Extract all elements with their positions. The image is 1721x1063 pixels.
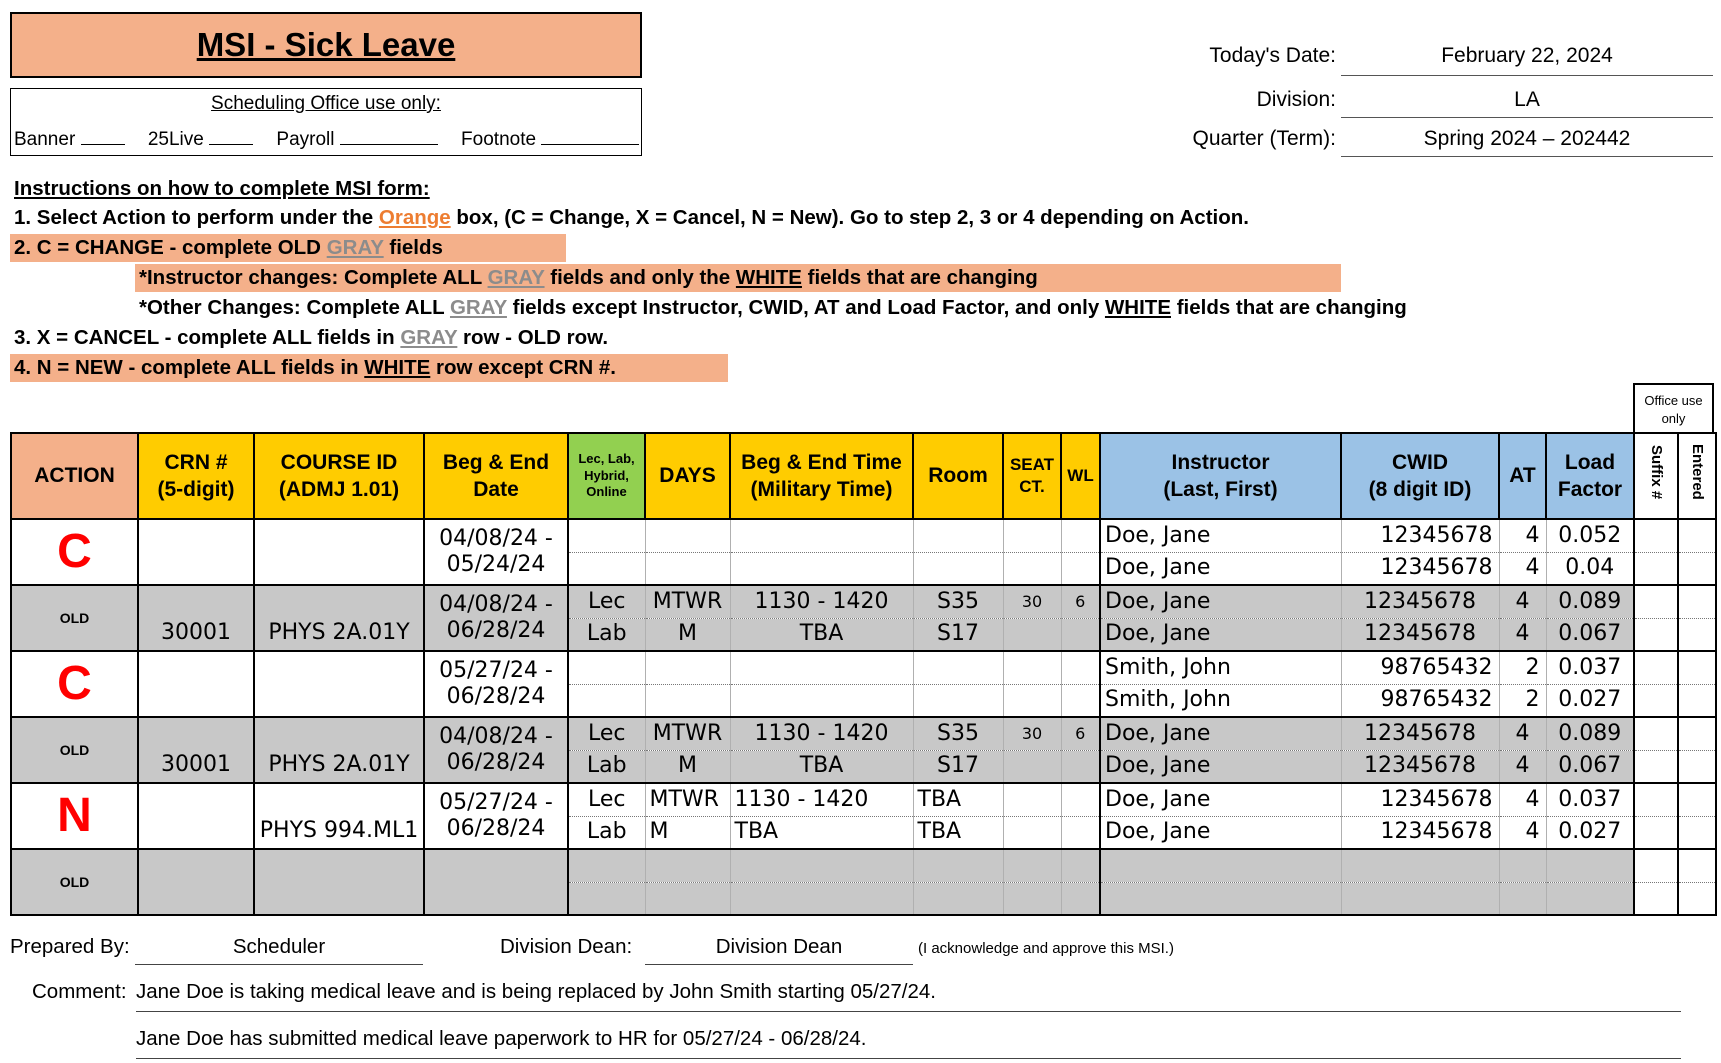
footnote-label: Footnote bbox=[461, 129, 537, 150]
wl-cell[interactable]: 6 bbox=[1061, 717, 1100, 750]
action-code[interactable]: C bbox=[11, 651, 138, 717]
load-factor-cell[interactable]: 0.052 bbox=[1546, 519, 1634, 552]
instructor-cell[interactable] bbox=[1100, 849, 1341, 882]
instruction-3-gray-word: GRAY bbox=[400, 326, 458, 349]
instruction-3-text-b: row - OLD row. bbox=[457, 326, 609, 349]
payroll-field[interactable] bbox=[340, 129, 438, 145]
instruction-2a-gray-word: GRAY bbox=[487, 266, 545, 289]
at-cell[interactable]: 4 bbox=[1499, 519, 1546, 552]
col-suffix: Suffix # bbox=[1634, 433, 1678, 519]
wl-cell[interactable] bbox=[1061, 519, 1100, 552]
instruction-2b-text-a: *Other Changes: Complete ALL bbox=[139, 296, 450, 319]
wl-cell[interactable] bbox=[1061, 882, 1100, 915]
lec-lab-cell[interactable] bbox=[568, 882, 645, 915]
entered-cell[interactable] bbox=[1678, 816, 1716, 849]
instruction-4 bbox=[10, 354, 728, 382]
entered-cell[interactable] bbox=[1678, 618, 1716, 651]
load-factor-cell[interactable]: 0.067 bbox=[1546, 618, 1634, 651]
instructor-cell[interactable]: Smith, John bbox=[1100, 651, 1341, 684]
room-cell[interactable] bbox=[913, 519, 1003, 552]
25live-label: 25Live bbox=[147, 129, 204, 150]
room-cell[interactable]: S35 bbox=[913, 717, 1003, 750]
col-course-id: COURSE ID (ADMJ 1.01) bbox=[254, 433, 424, 519]
crn-cell[interactable]: 30001 bbox=[138, 717, 254, 783]
end-date: 06/28/24 bbox=[446, 618, 546, 643]
col-at: AT bbox=[1499, 433, 1546, 519]
col-action: ACTION bbox=[11, 433, 138, 519]
cwid-cell[interactable]: 98765432 bbox=[1341, 651, 1499, 684]
col-cwid: CWID (8 digit ID) bbox=[1341, 433, 1499, 519]
beg-date: 05/27/24 - bbox=[439, 789, 553, 815]
seat-ct-cell[interactable] bbox=[1003, 783, 1061, 816]
cwid-cell[interactable]: 12345678 bbox=[1341, 519, 1499, 552]
instruction-2a bbox=[135, 264, 1341, 292]
action-code[interactable]: N bbox=[11, 783, 138, 849]
wl-cell[interactable] bbox=[1061, 618, 1100, 651]
wl-cell[interactable] bbox=[1061, 684, 1100, 717]
scheduling-office-fields bbox=[14, 129, 639, 151]
entered-cell[interactable] bbox=[1678, 783, 1716, 816]
time-cell[interactable] bbox=[730, 519, 913, 552]
instruction-2b-gray-word: GRAY bbox=[449, 296, 507, 319]
days-cell[interactable]: M bbox=[645, 618, 730, 651]
instructor-cell[interactable]: Doe, Jane bbox=[1100, 750, 1341, 783]
division-label: Division: bbox=[1256, 88, 1336, 111]
entered-cell[interactable] bbox=[1678, 684, 1716, 717]
instructions-heading: Instructions on how to complete MSI form: bbox=[14, 177, 430, 200]
instructor-cell[interactable]: Doe, Jane bbox=[1100, 717, 1341, 750]
wl-cell[interactable] bbox=[1061, 816, 1100, 849]
load-factor-cell[interactable]: 0.089 bbox=[1546, 585, 1634, 618]
days-cell[interactable] bbox=[645, 882, 730, 915]
division-field[interactable]: LA bbox=[1341, 88, 1713, 118]
time-cell[interactable]: 1130 - 1420 bbox=[730, 717, 913, 750]
seat-ct-cell[interactable] bbox=[1003, 684, 1061, 717]
course-id-cell[interactable] bbox=[254, 849, 424, 915]
entered-cell[interactable] bbox=[1678, 651, 1716, 684]
entered-cell[interactable] bbox=[1678, 882, 1716, 915]
crn-cell[interactable] bbox=[138, 849, 254, 915]
days-cell[interactable]: MTWR bbox=[645, 585, 730, 618]
instruction-4-text-b: row except CRN #. bbox=[430, 356, 617, 379]
instruction-1-text-b: box, (C = Change, X = Cancel, N = New). Go to step 2, 3 or 4 depending on Action. bbox=[450, 206, 1249, 229]
instructor-cell[interactable] bbox=[1100, 882, 1341, 915]
suffix-cell[interactable] bbox=[1634, 552, 1678, 585]
seat-ct-cell[interactable] bbox=[1003, 651, 1061, 684]
seat-ct-cell[interactable] bbox=[1003, 816, 1061, 849]
seat-ct-cell[interactable] bbox=[1003, 519, 1061, 552]
wl-cell[interactable] bbox=[1061, 750, 1100, 783]
lec-lab-cell[interactable]: Lec bbox=[568, 717, 645, 750]
entered-cell[interactable] bbox=[1678, 717, 1716, 750]
payroll-label: Payroll bbox=[276, 129, 335, 150]
col-entered: Entered bbox=[1678, 433, 1716, 519]
instruction-1-text-a: 1. Select Action to perform under the bbox=[14, 206, 379, 229]
at-cell[interactable]: 4 bbox=[1499, 618, 1546, 651]
lec-lab-cell[interactable]: Lec bbox=[568, 585, 645, 618]
cwid-cell[interactable]: 12345678 bbox=[1341, 717, 1499, 750]
crn-cell[interactable] bbox=[138, 519, 254, 585]
room-cell[interactable]: S35 bbox=[913, 585, 1003, 618]
instruction-2-text-a: 2. C = CHANGE - complete OLD bbox=[14, 236, 327, 259]
room-cell[interactable] bbox=[913, 552, 1003, 585]
todays-date-label: Today's Date: bbox=[1209, 44, 1336, 67]
days-cell[interactable] bbox=[645, 519, 730, 552]
time-cell[interactable] bbox=[730, 849, 913, 882]
lec-lab-cell[interactable]: Lec bbox=[568, 783, 645, 816]
col-wl: WL bbox=[1061, 433, 1100, 519]
instructor-cell[interactable]: Doe, Jane bbox=[1100, 816, 1341, 849]
col-time: Beg & End Time (Military Time) bbox=[730, 433, 913, 519]
suffix-cell[interactable] bbox=[1634, 684, 1678, 717]
end-date: 06/28/24 bbox=[446, 750, 546, 775]
instructor-cell[interactable]: Doe, Jane bbox=[1100, 783, 1341, 816]
lec-lab-cell[interactable] bbox=[568, 849, 645, 882]
comment-line-2[interactable]: Jane Doe has submitted medical leave paperwork to HR for 05/27/24 - 06/28/24. bbox=[136, 1027, 1681, 1059]
room-cell[interactable]: S17 bbox=[913, 618, 1003, 651]
date-cell[interactable] bbox=[424, 519, 568, 585]
old-row-label[interactable]: OLD bbox=[11, 717, 138, 783]
instruction-2b-text-c: fields that are changing bbox=[1171, 296, 1407, 319]
wl-cell[interactable] bbox=[1061, 783, 1100, 816]
cwid-cell[interactable] bbox=[1341, 849, 1499, 882]
days-cell[interactable]: M bbox=[645, 816, 730, 849]
lec-lab-cell[interactable]: Lab bbox=[568, 618, 645, 651]
seat-ct-cell[interactable] bbox=[1003, 882, 1061, 915]
load-factor-cell[interactable]: 0.037 bbox=[1546, 783, 1634, 816]
instructor-cell[interactable]: Doe, Jane bbox=[1100, 519, 1341, 552]
time-cell[interactable]: TBA bbox=[730, 750, 913, 783]
division-dean-label: Division Dean: bbox=[500, 935, 633, 958]
scheduling-office-box bbox=[10, 88, 642, 156]
load-factor-cell[interactable]: 0.067 bbox=[1546, 750, 1634, 783]
instruction-4-text-a: 4. N = NEW - complete ALL fields in bbox=[14, 356, 365, 379]
instructor-cell[interactable]: Doe, Jane bbox=[1100, 585, 1341, 618]
cwid-cell[interactable]: 12345678 bbox=[1341, 618, 1499, 651]
table-row bbox=[11, 783, 1716, 816]
col-crn: CRN # (5-digit) bbox=[138, 433, 254, 519]
load-factor-cell[interactable]: 0.089 bbox=[1546, 717, 1634, 750]
entered-cell[interactable] bbox=[1678, 750, 1716, 783]
time-cell[interactable] bbox=[730, 882, 913, 915]
cwid-cell[interactable]: 12345678 bbox=[1341, 816, 1499, 849]
instructor-cell[interactable]: Doe, Jane bbox=[1100, 552, 1341, 585]
seat-ct-cell[interactable]: 30 bbox=[1003, 717, 1061, 750]
time-cell[interactable]: 1130 - 1420 bbox=[730, 783, 913, 816]
at-cell[interactable]: 4 bbox=[1499, 750, 1546, 783]
instructor-cell[interactable]: Smith, John bbox=[1100, 684, 1341, 717]
load-factor-cell[interactable] bbox=[1546, 849, 1634, 882]
form-title: MSI - Sick Leave bbox=[196, 26, 456, 63]
suffix-cell[interactable] bbox=[1634, 519, 1678, 552]
room-cell[interactable] bbox=[913, 882, 1003, 915]
col-load-factor: Load Factor bbox=[1546, 433, 1634, 519]
instruction-3 bbox=[14, 324, 608, 352]
todays-date-field[interactable]: February 22, 2024 bbox=[1341, 44, 1713, 76]
office-use-only-label: Office use only bbox=[1633, 383, 1714, 433]
cwid-cell[interactable]: 98765432 bbox=[1341, 684, 1499, 717]
quarter-label: Quarter (Term): bbox=[1192, 127, 1336, 150]
at-cell[interactable]: 4 bbox=[1499, 717, 1546, 750]
instruction-2b-text-b: fields except Instructor, CWID, AT and Load Factor, and only bbox=[506, 296, 1105, 319]
at-cell[interactable]: 4 bbox=[1499, 783, 1546, 816]
date-cell[interactable] bbox=[424, 783, 568, 849]
instruction-2b bbox=[139, 294, 1407, 322]
prepared-by-label: Prepared By: bbox=[10, 935, 130, 958]
room-cell[interactable] bbox=[913, 651, 1003, 684]
suffix-cell[interactable] bbox=[1634, 717, 1678, 750]
room-cell[interactable]: S17 bbox=[913, 750, 1003, 783]
cwid-cell[interactable]: 12345678 bbox=[1341, 750, 1499, 783]
instruction-2a-text-c: fields that are changing bbox=[801, 266, 1038, 289]
time-cell[interactable]: TBA bbox=[730, 816, 913, 849]
instruction-1 bbox=[14, 204, 1249, 232]
suffix-cell[interactable] bbox=[1634, 585, 1678, 618]
entered-cell[interactable] bbox=[1678, 849, 1716, 882]
date-cell[interactable] bbox=[424, 585, 568, 651]
col-lec-lab: Lec, Lab, Hybrid, Online bbox=[568, 433, 645, 519]
load-factor-cell[interactable] bbox=[1546, 882, 1634, 915]
beg-date: 04/08/24 - bbox=[439, 525, 553, 551]
days-cell[interactable] bbox=[645, 552, 730, 585]
days-cell[interactable] bbox=[645, 684, 730, 717]
time-cell[interactable]: 1130 - 1420 bbox=[730, 585, 913, 618]
date-cell[interactable] bbox=[424, 651, 568, 717]
lec-lab-cell[interactable] bbox=[568, 552, 645, 585]
table-row bbox=[11, 651, 1716, 684]
table-row bbox=[11, 849, 1716, 882]
wl-cell[interactable] bbox=[1061, 651, 1100, 684]
time-cell[interactable]: TBA bbox=[730, 618, 913, 651]
old-row-label[interactable]: OLD bbox=[11, 585, 138, 651]
at-cell[interactable]: 4 bbox=[1499, 816, 1546, 849]
instruction-1-orange-word: Orange bbox=[378, 206, 451, 229]
at-cell[interactable] bbox=[1499, 849, 1546, 882]
table-row bbox=[11, 717, 1716, 750]
days-cell[interactable] bbox=[645, 849, 730, 882]
25live-field[interactable] bbox=[209, 129, 253, 145]
instruction-2-text-b: fields bbox=[383, 236, 443, 259]
entered-cell[interactable] bbox=[1678, 585, 1716, 618]
beg-date: 04/08/24 - bbox=[439, 723, 553, 749]
room-cell[interactable] bbox=[913, 849, 1003, 882]
days-cell[interactable]: MTWR bbox=[645, 783, 730, 816]
crn-cell[interactable] bbox=[138, 651, 254, 717]
banner-label: Banner bbox=[14, 129, 76, 150]
wl-cell[interactable] bbox=[1061, 552, 1100, 585]
table-row bbox=[11, 519, 1716, 552]
seat-ct-cell[interactable] bbox=[1003, 618, 1061, 651]
old-row-label[interactable]: OLD bbox=[11, 849, 138, 915]
time-cell[interactable] bbox=[730, 552, 913, 585]
seat-ct-cell[interactable]: 30 bbox=[1003, 585, 1061, 618]
room-cell[interactable]: TBA bbox=[913, 783, 1003, 816]
lec-lab-cell[interactable] bbox=[568, 519, 645, 552]
days-cell[interactable]: MTWR bbox=[645, 717, 730, 750]
days-cell[interactable] bbox=[645, 651, 730, 684]
seat-ct-cell[interactable] bbox=[1003, 750, 1061, 783]
suffix-cell[interactable] bbox=[1634, 618, 1678, 651]
table-row bbox=[11, 585, 1716, 618]
end-date: 06/28/24 bbox=[446, 684, 546, 709]
days-cell[interactable]: M bbox=[645, 750, 730, 783]
instruction-2b-white-word: WHITE bbox=[1104, 296, 1171, 319]
comment-label: Comment: bbox=[32, 980, 127, 1003]
cwid-cell[interactable] bbox=[1341, 882, 1499, 915]
suffix-cell[interactable] bbox=[1634, 750, 1678, 783]
course-id-cell[interactable] bbox=[254, 651, 424, 717]
date-cell[interactable] bbox=[424, 849, 568, 915]
lec-lab-cell[interactable] bbox=[568, 684, 645, 717]
crn-cell[interactable] bbox=[138, 783, 254, 849]
col-date: Beg & End Date bbox=[424, 433, 568, 519]
banner-field[interactable] bbox=[81, 129, 125, 145]
wl-cell[interactable] bbox=[1061, 849, 1100, 882]
time-cell[interactable] bbox=[730, 684, 913, 717]
entered-cell[interactable] bbox=[1678, 552, 1716, 585]
room-cell[interactable]: TBA bbox=[913, 816, 1003, 849]
suffix-cell[interactable] bbox=[1634, 882, 1678, 915]
load-factor-cell[interactable]: 0.037 bbox=[1546, 651, 1634, 684]
wl-cell[interactable]: 6 bbox=[1061, 585, 1100, 618]
dean-approval-note: (I acknowledge and approve this MSI.) bbox=[918, 940, 1174, 957]
lec-lab-cell[interactable]: Lab bbox=[568, 750, 645, 783]
suffix-cell[interactable] bbox=[1634, 816, 1678, 849]
instruction-2a-text-b: fields and only the bbox=[544, 266, 736, 289]
suffix-cell[interactable] bbox=[1634, 651, 1678, 684]
cwid-cell[interactable]: 12345678 bbox=[1341, 585, 1499, 618]
instruction-2-gray-word: GRAY bbox=[326, 236, 384, 259]
beg-date: 04/08/24 - bbox=[439, 591, 553, 617]
quarter-field[interactable]: Spring 2024 – 202442 bbox=[1341, 127, 1713, 157]
suffix-cell[interactable] bbox=[1634, 849, 1678, 882]
room-cell[interactable] bbox=[913, 684, 1003, 717]
seat-ct-cell[interactable] bbox=[1003, 552, 1061, 585]
instruction-2 bbox=[10, 234, 566, 262]
cwid-cell[interactable]: 12345678 bbox=[1341, 783, 1499, 816]
table-header-row bbox=[11, 433, 1716, 519]
footnote-field[interactable] bbox=[541, 129, 639, 145]
instruction-3-text-a: 3. X = CANCEL - complete ALL fields in bbox=[14, 326, 401, 349]
col-days: DAYS bbox=[645, 433, 730, 519]
lec-lab-cell[interactable] bbox=[568, 651, 645, 684]
load-factor-cell[interactable]: 0.027 bbox=[1546, 684, 1634, 717]
instructor-cell[interactable]: Doe, Jane bbox=[1100, 618, 1341, 651]
instruction-2a-white-word: WHITE bbox=[735, 266, 802, 289]
load-factor-cell[interactable]: 0.027 bbox=[1546, 816, 1634, 849]
comment-line-1[interactable]: Jane Doe is taking medical leave and is being replaced by John Smith starting 05/27/24. bbox=[136, 980, 1681, 1012]
suffix-cell[interactable] bbox=[1634, 783, 1678, 816]
course-id-cell[interactable] bbox=[254, 519, 424, 585]
col-room: Room bbox=[913, 433, 1003, 519]
end-date: 05/24/24 bbox=[446, 552, 546, 577]
col-seat-ct: SEAT CT. bbox=[1003, 433, 1061, 519]
col-instructor: Instructor (Last, First) bbox=[1100, 433, 1341, 519]
date-cell[interactable] bbox=[424, 717, 568, 783]
course-id-cell[interactable]: PHYS 2A.01Y bbox=[254, 585, 424, 651]
course-id-cell[interactable]: PHYS 2A.01Y bbox=[254, 717, 424, 783]
at-cell[interactable]: 4 bbox=[1499, 585, 1546, 618]
crn-cell[interactable]: 30001 bbox=[138, 585, 254, 651]
msi-table bbox=[10, 432, 1717, 916]
instruction-4-white-word: WHITE bbox=[364, 356, 431, 379]
load-factor-cell[interactable]: 0.04 bbox=[1546, 552, 1634, 585]
action-code[interactable]: C bbox=[11, 519, 138, 585]
at-cell[interactable] bbox=[1499, 882, 1546, 915]
at-cell[interactable]: 2 bbox=[1499, 684, 1546, 717]
course-id-cell[interactable]: PHYS 994.ML1 bbox=[254, 783, 424, 849]
lec-lab-cell[interactable]: Lab bbox=[568, 816, 645, 849]
division-dean-field[interactable]: Division Dean bbox=[645, 935, 913, 965]
prepared-by-field[interactable]: Scheduler bbox=[135, 935, 423, 965]
end-date: 06/28/24 bbox=[446, 816, 546, 841]
beg-date: 05/27/24 - bbox=[439, 657, 553, 683]
form-title-box bbox=[10, 12, 642, 78]
at-cell[interactable]: 2 bbox=[1499, 651, 1546, 684]
time-cell[interactable] bbox=[730, 651, 913, 684]
seat-ct-cell[interactable] bbox=[1003, 849, 1061, 882]
entered-cell[interactable] bbox=[1678, 519, 1716, 552]
instruction-2a-text-a: *Instructor changes: Complete ALL bbox=[139, 266, 488, 289]
scheduling-office-header: Scheduling Office use only: bbox=[211, 93, 441, 114]
at-cell[interactable]: 4 bbox=[1499, 552, 1546, 585]
cwid-cell[interactable]: 12345678 bbox=[1341, 552, 1499, 585]
